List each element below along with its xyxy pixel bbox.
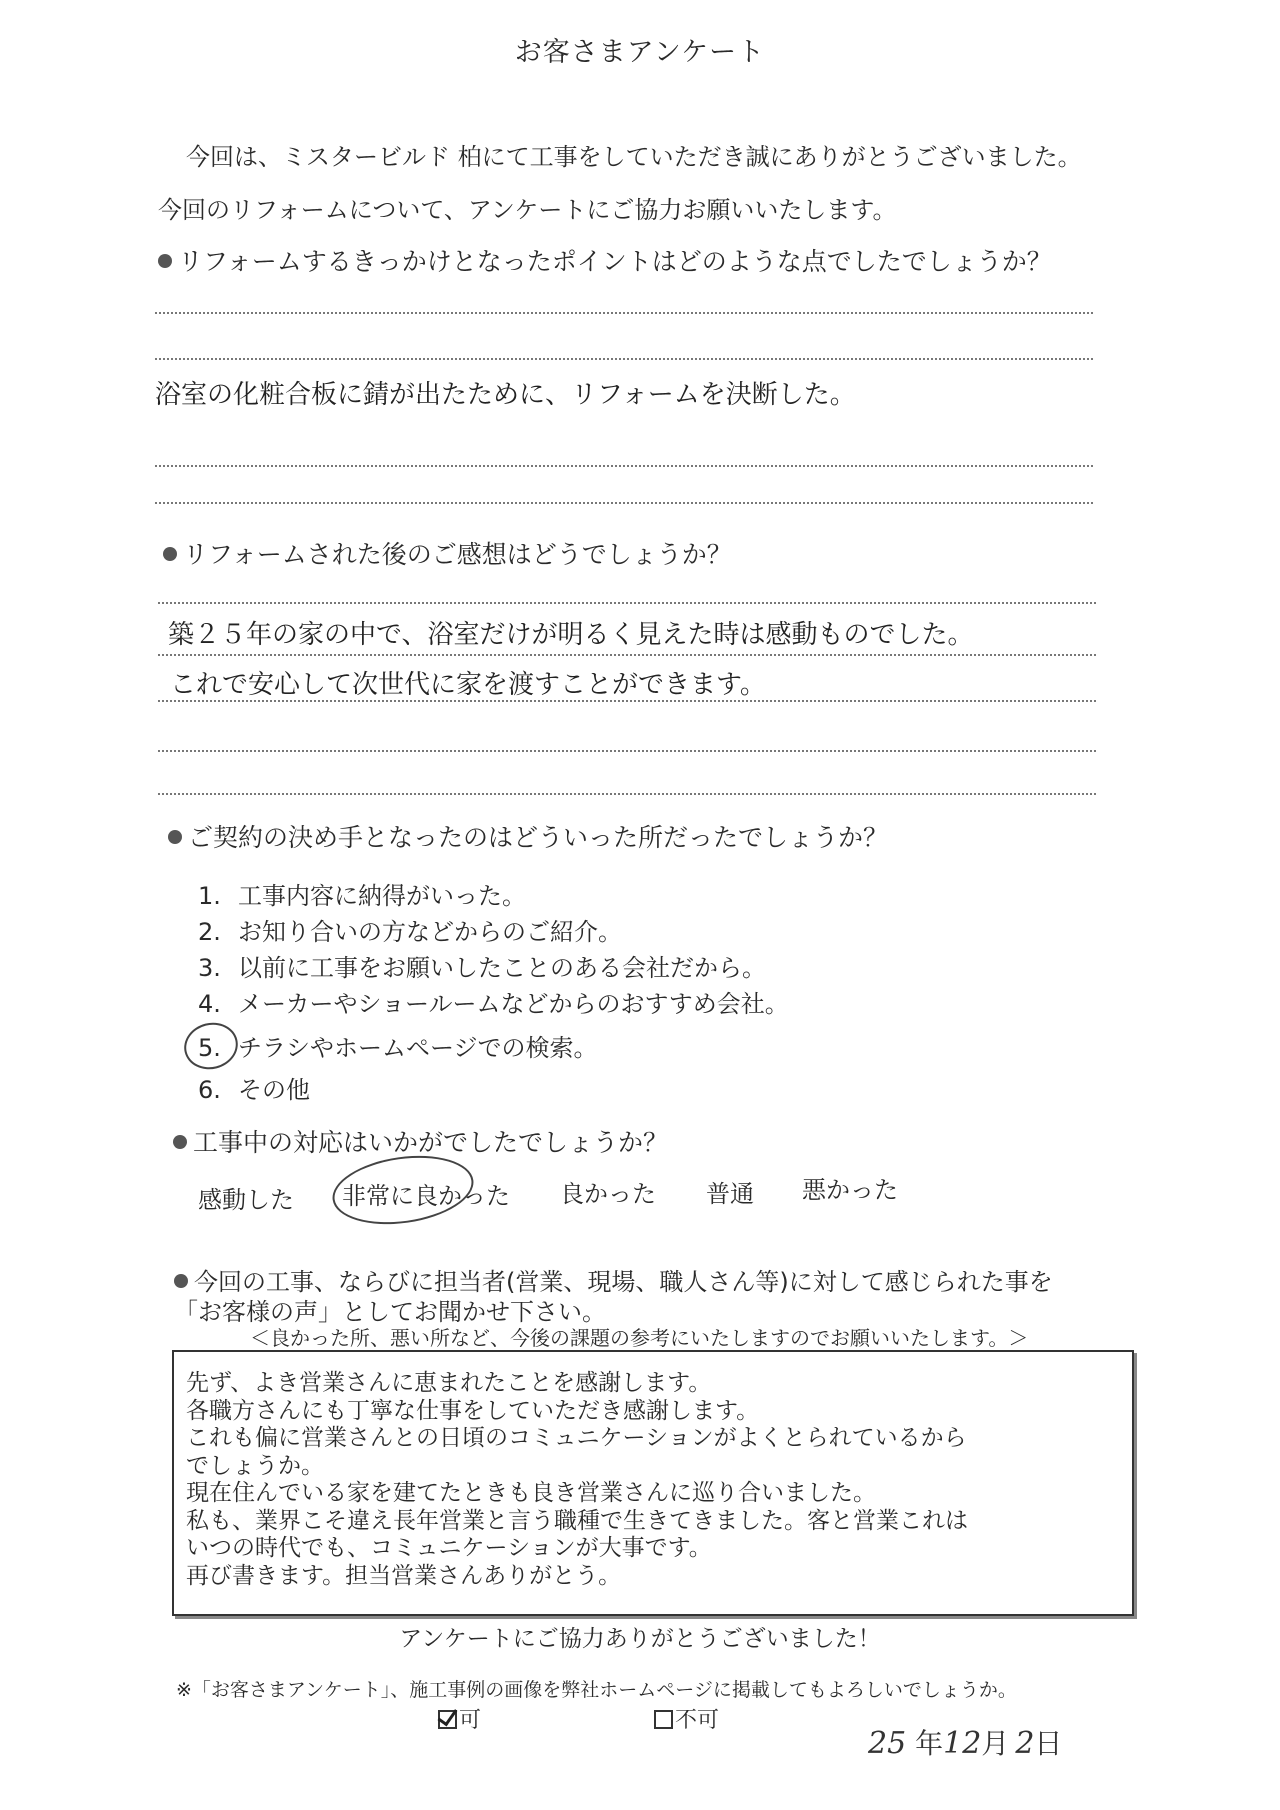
answer-2-line-2: これで安心して次世代に家を渡すことができます。 — [170, 670, 766, 700]
comment-line: 私も、業界こそ違え長年営業と言う職種で生きてきました。客と営業これは — [186, 1507, 968, 1534]
comment-text — [186, 1370, 1122, 1590]
comment-box — [172, 1350, 1134, 1616]
answer-line — [158, 793, 1096, 795]
answer-line — [158, 654, 1096, 656]
date-month-unit: 月 — [981, 1727, 1010, 1760]
choice-1: 1. 工事内容に納得がいった。 — [198, 882, 526, 910]
consent-option-yes[interactable]: 可 — [438, 1703, 481, 1734]
question-1-text: リフォームするきっかけとなったポイントはどのような点でしたでしょうか？ — [178, 247, 1052, 276]
selected-choice-circle — [179, 1017, 243, 1075]
bullet-icon — [158, 254, 172, 268]
comment-line: 再び書きます。担当営業さんありがとう。 — [186, 1562, 622, 1589]
rating-option-5: 悪かった — [802, 1176, 898, 1204]
checkbox-icon[interactable] — [654, 1710, 673, 1729]
date-day-unit: 日 — [1034, 1727, 1063, 1760]
answer-line — [158, 750, 1096, 752]
question-3 — [168, 818, 888, 854]
question-3-text: ご契約の決め手となったのはどういった所だったでしょうか？ — [188, 823, 889, 852]
date-year-unit: 年 — [915, 1727, 944, 1760]
answer-2-line-1: 築２５年の家の中で、浴室だけが明るく見えた時は感動ものでした。 — [168, 620, 974, 650]
checked-box-icon[interactable] — [438, 1710, 457, 1729]
rating-option-2: 非常に良かった — [342, 1182, 510, 1210]
date-day: 2 — [1015, 1726, 1035, 1761]
question-5-line-2: 「お客様の声」としてお聞かせ下さい。 — [174, 1298, 606, 1326]
comment-line: 現在住んでいる家を建てたときも良き営業さんに巡り合いました。 — [186, 1480, 876, 1506]
selected-rating-circle — [328, 1147, 478, 1232]
choice-3: 3. 以前に工事をお願いしたことのある会社だから。 — [198, 954, 766, 982]
comment-line: 先ず、よき営業さんに恵まれたことを感謝します。 — [186, 1370, 712, 1396]
choice-6: 6. その他 — [198, 1076, 310, 1104]
choice-2: 2. お知り合いの方などからのご紹介。 — [198, 918, 622, 946]
bullet-icon — [163, 547, 177, 561]
answer-line — [155, 358, 1093, 360]
intro-line-2: 今回のリフォームについて、アンケートにご協力お願いいたします。 — [158, 196, 897, 224]
question-1 — [158, 242, 1052, 278]
comment-line: 各職方さんにも丁寧な仕事をしていただき感謝します。 — [186, 1397, 760, 1424]
answer-1-text: 浴室の化粧合板に錆が出たために、リフォームを決断した。 — [155, 380, 856, 410]
thanks-message: アンケートにご協力ありがとうございました！ — [399, 1626, 881, 1652]
consent-question: ※「お客さまアンケート」、施工事例の画像を弊社ホームページに掲載してもよろしいでしょうか。 — [176, 1679, 1017, 1701]
question-4 — [173, 1123, 668, 1159]
question-5-note: ＜良かった所、悪い所など、今後の課題の参考にいたしますのでお願いいたします。＞ — [250, 1326, 1029, 1350]
rating-option-1: 感動した — [198, 1186, 294, 1214]
comment-line: でしょうか。 — [186, 1452, 324, 1479]
comment-line: いつの時代でも、コミュニケーションが大事です。 — [186, 1535, 712, 1561]
rating-option-4: 普通 — [706, 1180, 754, 1208]
answer-line — [155, 502, 1093, 504]
consent-option-no[interactable]: 不可 — [654, 1703, 719, 1734]
intro-line-1: 今回は、ミスタービルド 柏にて工事をしていただき誠にありがとうございました。 — [186, 143, 1082, 171]
bullet-icon — [174, 1274, 188, 1288]
choice-4: 4. メーカーやショールームなどからのおすすめ会社。 — [198, 990, 789, 1018]
choice-5: 5. チラシやホームページでの検索。 — [198, 1034, 598, 1062]
question-4-text: 工事中の対応はいかがでしたでしょうか？ — [193, 1128, 669, 1157]
page-title: お客さまアンケート — [514, 37, 766, 68]
question-5-line-1: 今回の工事、ならびに担当者(営業、現場、職人さん等)に対して感じられた事を — [174, 1262, 1053, 1297]
bullet-icon — [168, 830, 182, 844]
date-year: 25 — [868, 1726, 907, 1761]
answer-line — [158, 700, 1096, 702]
date-field — [868, 1722, 1062, 1762]
answer-line — [155, 312, 1093, 314]
answer-line — [155, 465, 1093, 467]
date-month: 12 — [943, 1726, 982, 1761]
question-2 — [163, 535, 732, 571]
bullet-icon — [173, 1135, 187, 1149]
rating-option-3: 良かった — [560, 1180, 656, 1208]
question-2-text: リフォームされた後のご感想はどうでしょうか？ — [183, 540, 732, 569]
answer-line — [158, 602, 1096, 604]
comment-line: これも偏に営業さんとの日頃のコミュニケーションがよくとられているから — [186, 1425, 967, 1451]
